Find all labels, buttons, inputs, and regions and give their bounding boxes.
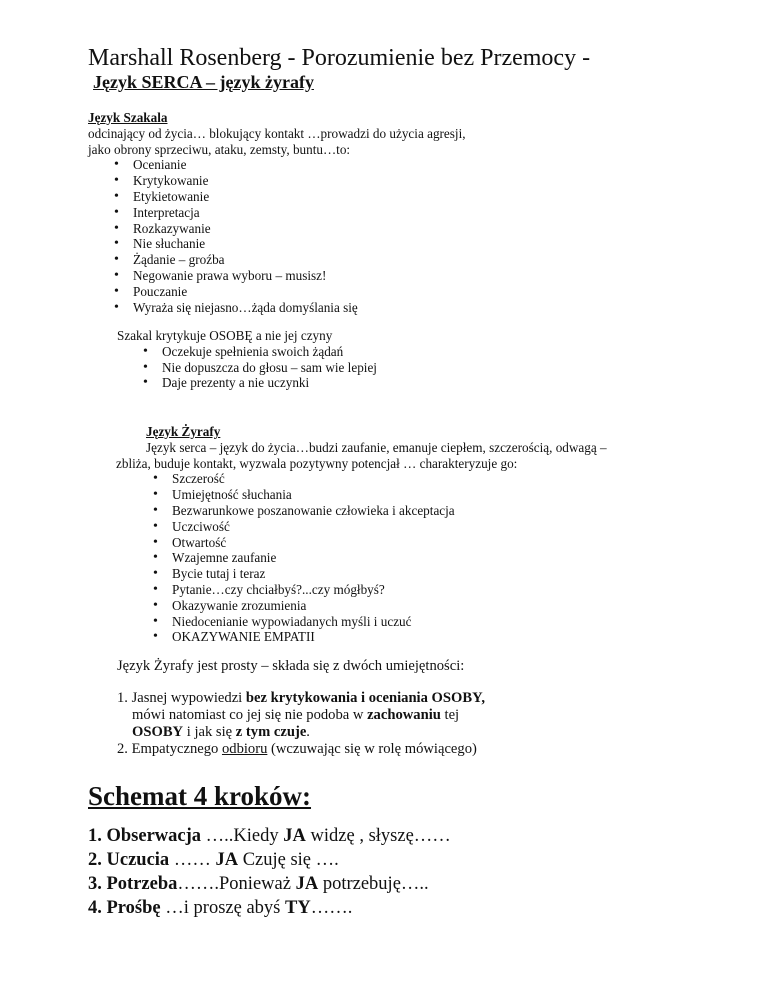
skill-item-1-number: 1. Jasnej wypowiedzi <box>117 690 246 706</box>
step-label: 1. Obserwacja <box>88 826 202 846</box>
list-item: • Umiejętność słuchania <box>145 487 607 503</box>
list-item: • Krytykowanie <box>106 173 466 189</box>
step-label: 2. Uczucia <box>88 850 170 870</box>
list-item: • Wzajemne zaufanie <box>145 550 607 566</box>
step-text: …..Kiedy <box>201 826 284 846</box>
step-pronoun: JA <box>215 850 239 870</box>
szakal-intro-line-1: odcinający od życia… blokujący kontakt …prowadzi do użycia agresji, <box>88 125 466 141</box>
list-item: • Bezwarunkowe poszanowanie człowieka i akceptacja <box>145 503 607 519</box>
szakal-critique-section <box>117 328 377 391</box>
list-item: • Rozkazywanie <box>106 221 466 237</box>
szakal-critique-list <box>135 344 377 391</box>
zyrafa-intro-line-1: Język serca – język do życia…budzi zaufanie, emanuje ciepłem, szczerością, odwagą – <box>146 439 607 455</box>
skill-item-2-text: (wczuwając się w rolę mówiącego) <box>267 741 477 757</box>
szakal-heading: Język Szakala <box>88 110 168 125</box>
skill-item-1-feeling: z tym czuje <box>235 724 307 740</box>
skill-item-1-period: . <box>306 724 310 740</box>
skill-item-2 <box>117 741 485 758</box>
list-item: • Szczerość <box>145 471 607 487</box>
list-item: • Nie dopuszcza do głosu – sam wie lepiej <box>135 360 377 376</box>
step-pronoun: JA <box>283 826 306 846</box>
step-text: …i proszę abyś <box>160 898 285 918</box>
list-item: • Wyraża się niejasno…żąda domyślania się <box>106 300 466 316</box>
list-item: • Niedocenianie wypowiadanych myśli i uczuć <box>145 614 607 630</box>
step-text: …….Ponieważ <box>177 874 296 894</box>
list-item: • Pytanie…czy chciałbyś?...czy mógłbyś? <box>145 582 607 598</box>
skill-item-1-line-2 <box>117 707 485 724</box>
schemat-steps <box>88 824 451 920</box>
step-pronoun: TY <box>284 898 311 918</box>
list-item: • Negowanie prawa wyboru – musisz! <box>106 268 466 284</box>
skill-item-1-person: OSOBY <box>132 724 184 740</box>
list-item: • Okazywanie zrozumienia <box>145 598 607 614</box>
szakal-critique-line: Szakal krytykuje OSOBĘ a nie jej czyny <box>117 328 333 343</box>
step-label: 4. Prośbę <box>88 898 161 918</box>
skills-list <box>117 690 485 758</box>
skill-item-1-line-1 <box>117 690 485 707</box>
skill-item-1-text-2: tej <box>440 707 460 723</box>
szakal-section <box>88 110 466 315</box>
zyrafa-intro-line-2: zbliża, buduje kontakt, wyzwala pozytywny potencjał … charakteryzuje go: <box>116 455 518 471</box>
step-text: …… <box>169 850 216 870</box>
list-item: • Bycie tutaj i teraz <box>145 566 607 582</box>
list-item: • Pouczanie <box>106 284 466 300</box>
list-item: • Otwartość <box>145 535 607 551</box>
schemat-title: Schemat 4 kroków: <box>88 781 312 811</box>
list-item: • Ocenianie <box>106 157 466 173</box>
list-item: • Uczciwość <box>145 519 607 535</box>
list-item: • Oczekuje spełnienia swoich żądań <box>135 344 377 360</box>
schemat-step-2 <box>88 848 451 872</box>
schemat-step-1 <box>88 824 451 848</box>
step-text: ……. <box>310 898 353 918</box>
szakal-list <box>106 157 466 315</box>
skill-item-1-text-3: i jak się <box>183 724 236 740</box>
skill-item-1-text: mówi natomiast co jej się nie podoba w <box>132 707 368 723</box>
list-item: • Nie słuchanie <box>106 236 466 252</box>
schemat-step-4 <box>88 896 451 920</box>
list-item: • Daje prezenty a nie uczynki <box>135 375 377 391</box>
skill-item-2-number: 2. Empatycznego <box>117 741 222 757</box>
step-label: 3. Potrzeba <box>88 874 178 894</box>
document-subtitle: Język SERCA – język żyrafy <box>93 72 314 92</box>
zyrafa-section <box>116 424 607 645</box>
zyrafa-heading: Język Żyrafy <box>146 424 221 439</box>
list-item: • Żądanie – groźba <box>106 252 466 268</box>
step-text: widzę , słyszę…… <box>305 826 451 846</box>
step-text: Czuję się …. <box>238 850 339 870</box>
szakal-intro-line-2: jako obrony sprzeciwu, ataku, zemsty, buntu…to: <box>88 141 351 157</box>
step-text: potrzebuję….. <box>318 874 429 894</box>
skill-item-1-line-3 <box>117 724 485 741</box>
schemat-step-3 <box>88 872 451 896</box>
skill-item-2-underlined: odbioru <box>221 741 268 757</box>
skill-item-1-behaviour: zachowaniu <box>367 707 441 723</box>
zyrafa-list <box>145 471 607 645</box>
step-pronoun: JA <box>295 874 319 894</box>
skill-item-1-bold: bez krytykowania i oceniania OSOBY, <box>245 690 485 706</box>
skills-intro: Język Żyrafy jest prosty – składa się z dwóch umiejętności: <box>117 658 465 674</box>
document-title: Marshall Rosenberg - Porozumienie bez Przemocy - <box>88 45 591 71</box>
list-item: • OKAZYWANIE EMPATII <box>145 629 607 645</box>
list-item: • Etykietowanie <box>106 189 466 205</box>
list-item: • Interpretacja <box>106 205 466 221</box>
